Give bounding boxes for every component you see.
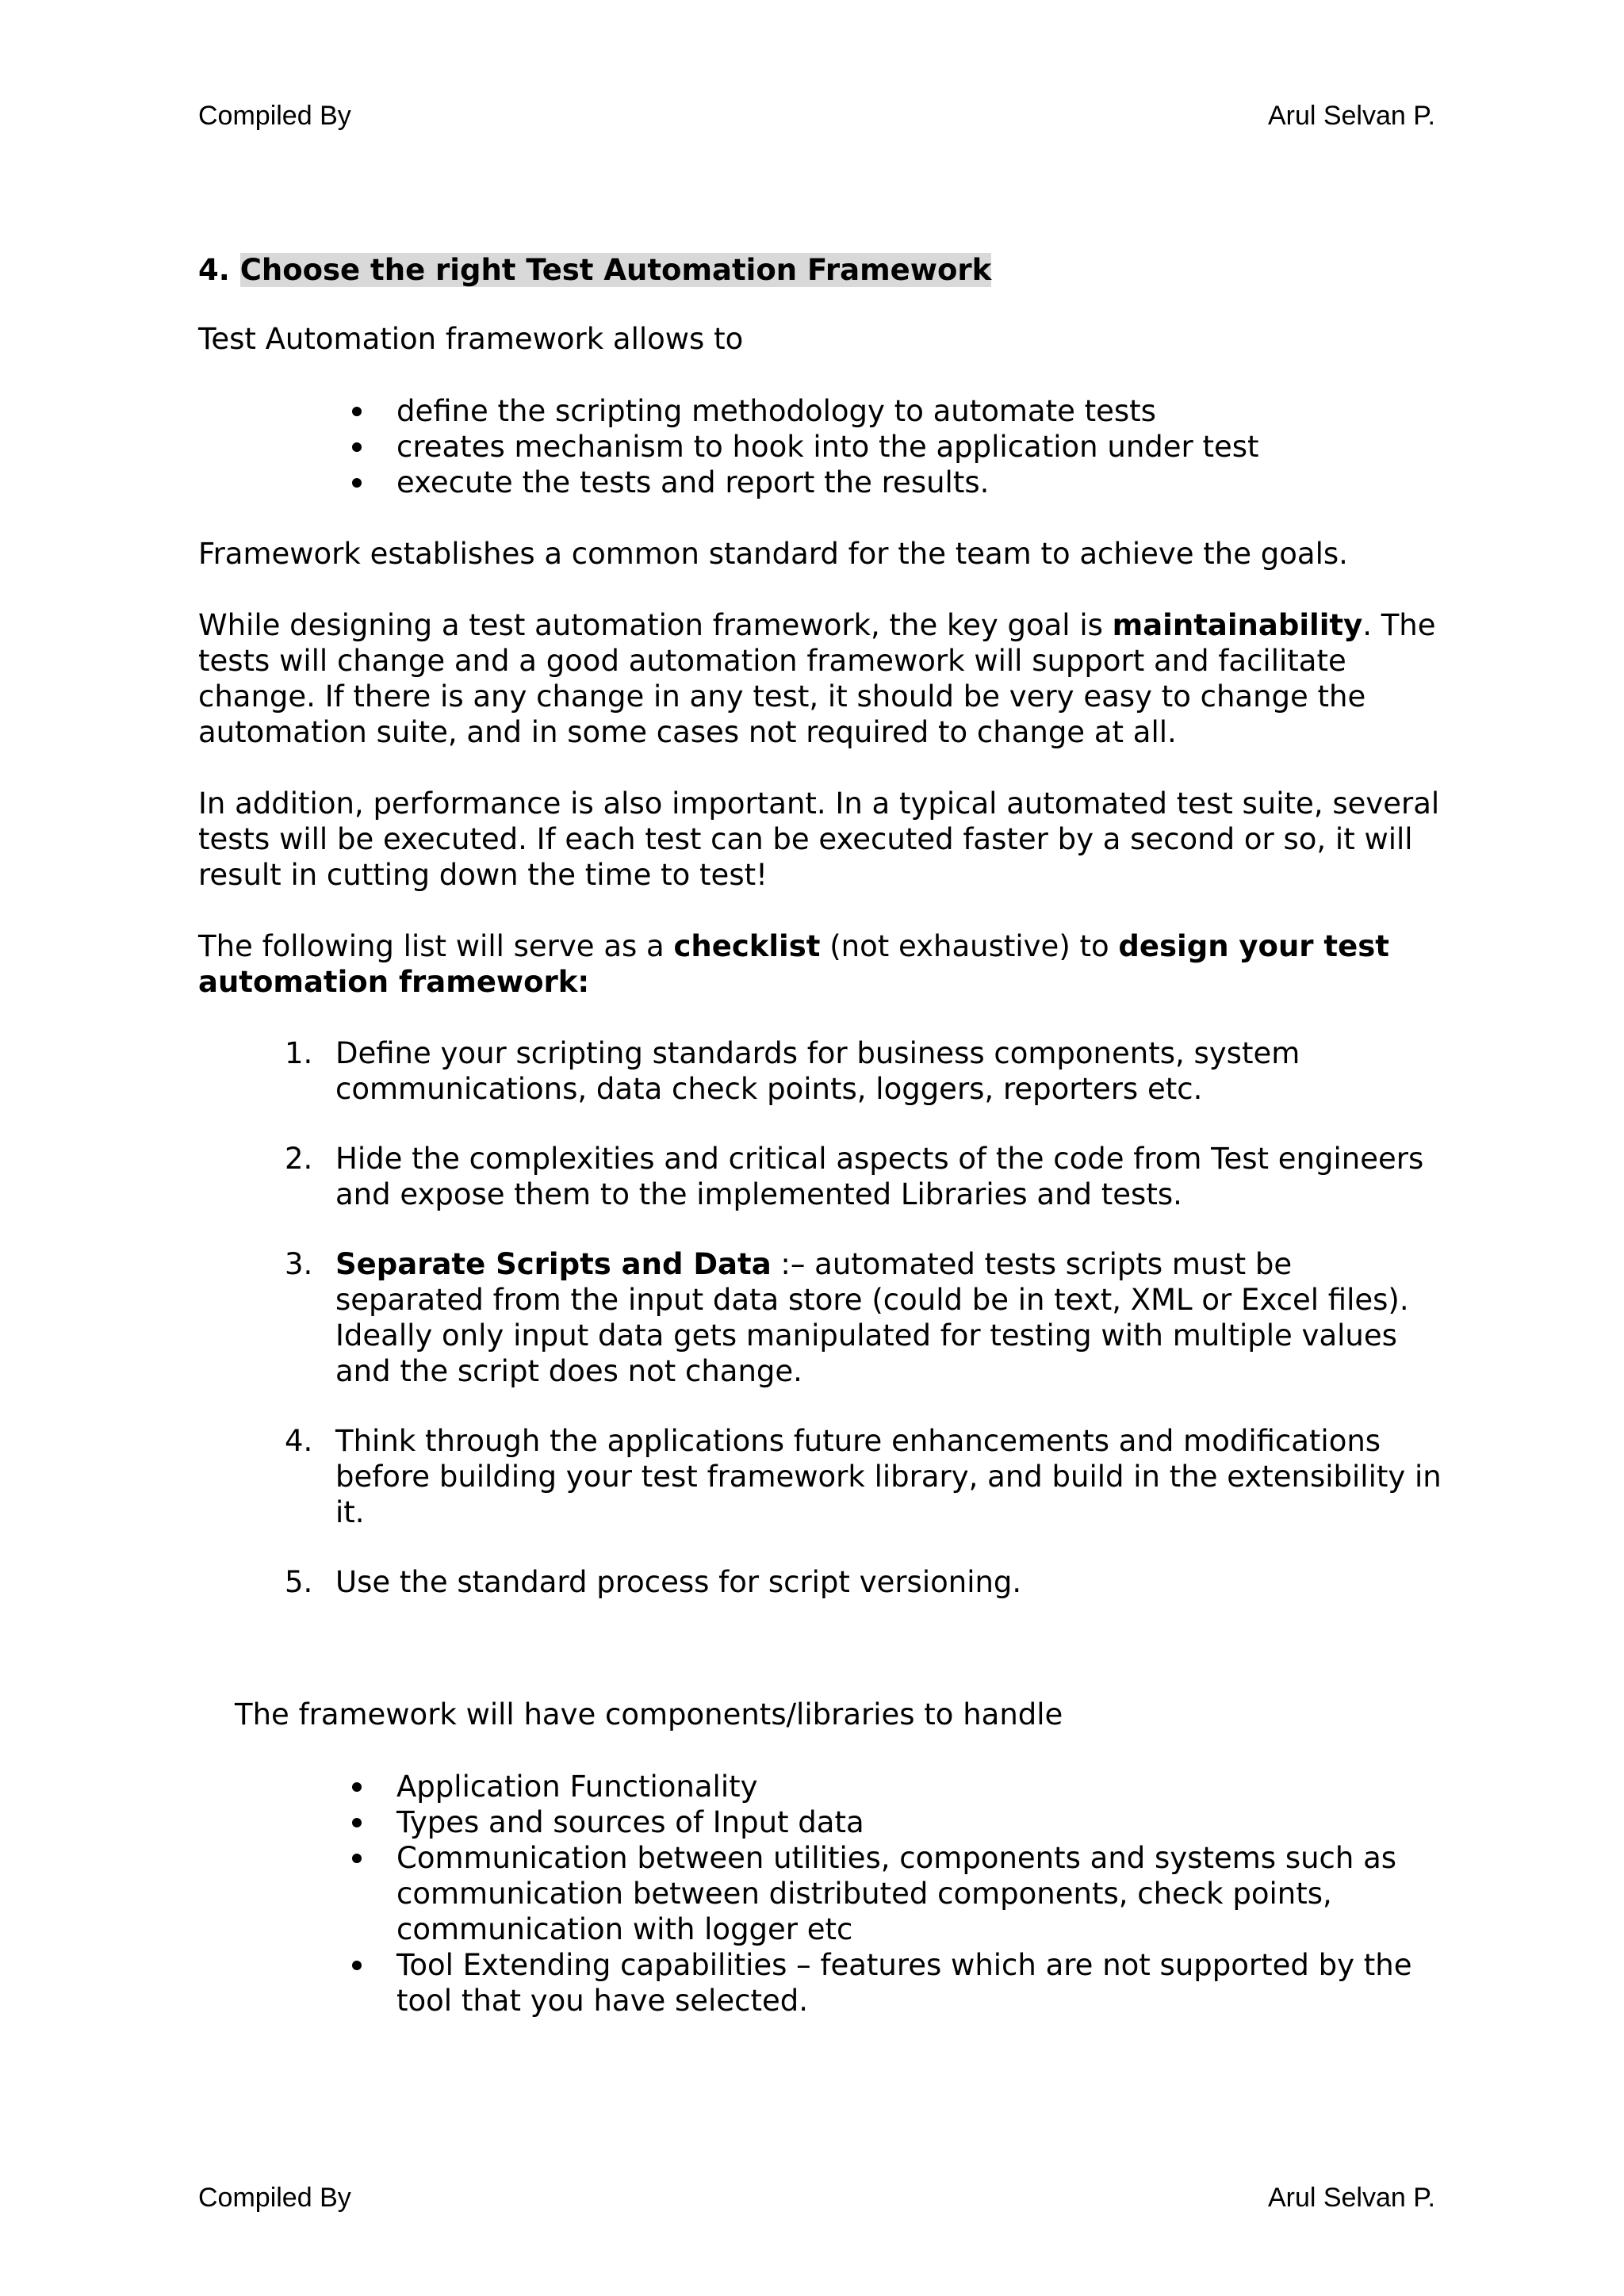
item-number: 1. bbox=[285, 1036, 313, 1070]
item-text: Hide the complexities and critical aspects of the code from Test engineers and expose them to the implemented Libraries and tests. bbox=[335, 1142, 1424, 1211]
item-number: 2. bbox=[285, 1142, 313, 1176]
list-item: Types and sources of Input data bbox=[396, 1804, 1445, 1840]
paragraph-maintainability bbox=[198, 607, 1445, 750]
list-item: execute the tests and report the results. bbox=[396, 465, 1445, 500]
page-header bbox=[198, 100, 1435, 132]
bold-term-checklist: checklist bbox=[673, 929, 821, 963]
paragraph-standard: Framework establishes a common standard for the team to achieve the goals. bbox=[198, 537, 1348, 571]
components-bullet-list bbox=[198, 1769, 1445, 2019]
item-number: 5. bbox=[285, 1565, 313, 1599]
list-item: creates mechanism to hook into the application under test bbox=[396, 429, 1445, 465]
section-title: Choose the right Test Automation Framework bbox=[239, 253, 992, 287]
checklist-item bbox=[285, 1423, 1445, 1530]
text-run: While designing a test automation framework, the key goal is bbox=[198, 608, 1113, 642]
checklist-item bbox=[285, 1141, 1445, 1212]
document-body bbox=[198, 252, 1445, 2054]
section-heading bbox=[198, 252, 1445, 288]
item-text: :– automated tests scripts must be separated from the input data store (could be in text, XML or Excel files). Ideally only input data gets manipulated for testing with multiple values and the script does not change. bbox=[335, 1247, 1409, 1388]
components-intro: The framework will have components/libraries to handle bbox=[235, 1697, 1063, 1732]
header-right-text: Arul Selvan P. bbox=[1267, 101, 1435, 131]
bold-term-maintainability: maintainability bbox=[1112, 608, 1363, 642]
paragraph-checklist-intro bbox=[198, 928, 1445, 1000]
text-run: . The tests will change and a good automation framework will support and facilitate change. If there is any change in any test, it should be very easy to change the automation suite, and in some cases not required to change at all. bbox=[198, 608, 1436, 749]
checklist-item bbox=[285, 1564, 1445, 1600]
header-left-text: Compiled By bbox=[198, 101, 351, 131]
item-text: Use the standard process for script versioning. bbox=[335, 1565, 1022, 1599]
footer-right-text: Arul Selvan P. bbox=[1267, 2183, 1435, 2213]
list-item: Application Functionality bbox=[396, 1769, 1445, 1804]
item-number: 4. bbox=[285, 1424, 313, 1458]
list-item: Tool Extending capabilities – features which are not supported by the tool that you have selected. bbox=[396, 1947, 1445, 2019]
intro-text: Test Automation framework allows to bbox=[198, 322, 744, 356]
bold-term-design: design your test automation framework: bbox=[198, 929, 1389, 999]
intro-bullet-list bbox=[198, 393, 1445, 500]
section-number: 4. bbox=[198, 253, 230, 287]
item-number: 3. bbox=[285, 1247, 313, 1281]
text-run: The following list will serve as a bbox=[198, 929, 674, 963]
item-text: Define your scripting standards for business components, system communications, data check points, loggers, reporters etc. bbox=[335, 1036, 1300, 1106]
page-footer bbox=[198, 2182, 1435, 2214]
checklist-item bbox=[285, 1246, 1445, 1389]
item-text: Think through the applications future enhancements and modifications before building your test framework library, and build in the extensibility in it. bbox=[335, 1424, 1442, 1529]
text-run: (not exhaustive) to bbox=[820, 929, 1119, 963]
list-item: Communication between utilities, components and systems such as communication between distributed components, check points, communication with logger etc bbox=[396, 1840, 1445, 1947]
list-item: define the scripting methodology to automate tests bbox=[396, 393, 1445, 429]
checklist bbox=[198, 1035, 1445, 1600]
paragraph-performance: In addition, performance is also important. In a typical automated test suite, several tests will be executed. If each test can be executed faster by a second or so, it will result in cutting down the time to test! bbox=[198, 786, 1440, 892]
checklist-item bbox=[285, 1035, 1445, 1107]
item-bold-text: Separate Scripts and Data bbox=[335, 1247, 772, 1281]
footer-left-text: Compiled By bbox=[198, 2183, 351, 2213]
